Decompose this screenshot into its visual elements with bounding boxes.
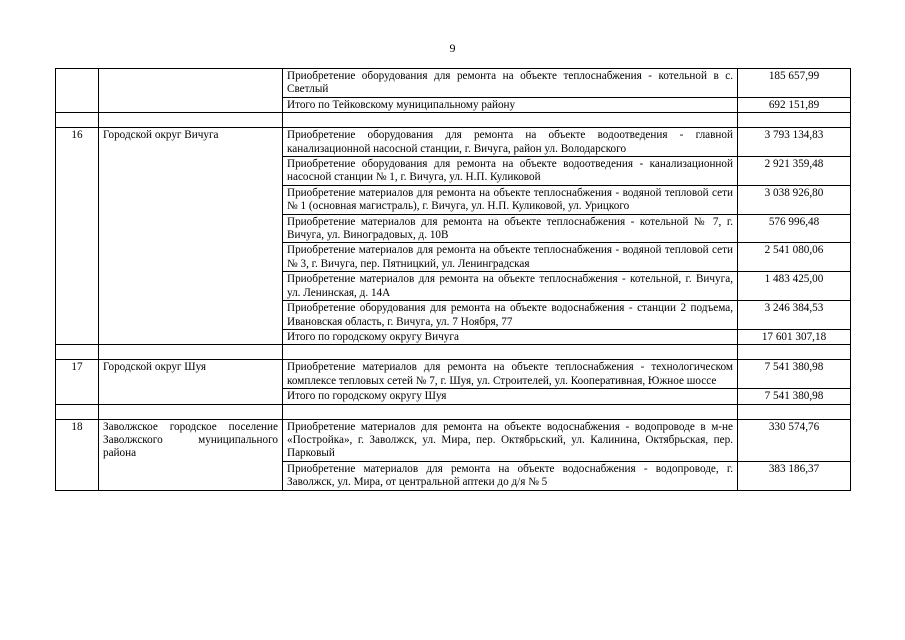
description-cell: Приобретение материалов для ремонта на объекте водоснабжения - водопроводе в м-не «Постройка», г. Заволжск, ул. Мира, пер. Октябрьский, ул. Калинина, Октябрьская, пер. Парковый <box>283 419 738 461</box>
description-cell: Приобретение оборудования для ремонта на объекте водоотведения - главной канализационной насосной станции, г. Вичуга, район ул. Володарского <box>283 128 738 157</box>
description-cell: Приобретение оборудования для ремонта на объекте теплоснабжения - котельной в с. Светлый <box>283 69 738 98</box>
table-row <box>56 360 851 389</box>
row-number: 17 <box>56 360 99 404</box>
subtotal-amount: 17 601 307,18 <box>738 329 851 344</box>
amount-cell: 383 186,37 <box>738 461 851 490</box>
amount-cell: 3 246 384,53 <box>738 301 851 330</box>
description-cell: Приобретение материалов для ремонта на объекте теплоснабжения - водяной тепловой сети № 3, г. Вичуга, пер. Пятницкий, ул. Ленинградская <box>283 243 738 272</box>
description-cell: Приобретение материалов для ремонта на объекте теплоснабжения - водяной тепловой сети № 1 (основная магистраль), г. Вичуга, ул. Н.П. Куликовой, ул. Урицкого <box>283 185 738 214</box>
section-separator <box>56 404 851 419</box>
subtotal-amount: 7 541 380,98 <box>738 389 851 404</box>
municipality-cell: Городской округ Вичуга <box>99 128 283 345</box>
amount-cell: 2 541 080,06 <box>738 243 851 272</box>
row-number: 18 <box>56 419 99 490</box>
amount-cell: 3 038 926,80 <box>738 185 851 214</box>
description-cell: Приобретение материалов для ремонта на объекте теплоснабжения - котельной, г. Вичуга, ул. Ленинская, д. 14А <box>283 272 738 301</box>
page-number: 9 <box>449 41 456 55</box>
funding-table <box>55 68 851 491</box>
description-cell: Приобретение материалов для ремонта на объекте теплоснабжения - технологическом комплексе тепловых сетей № 7, г. Шуя, ул. Строителей, ул. Кооперативная, Южное шоссе <box>283 360 738 389</box>
section-separator <box>56 345 851 360</box>
subtotal-description: Итого по городскому округу Шуя <box>283 389 738 404</box>
amount-cell: 1 483 425,00 <box>738 272 851 301</box>
amount-cell: 576 996,48 <box>738 214 851 243</box>
row-number: 16 <box>56 128 99 345</box>
description-cell: Приобретение оборудования для ремонта на объекте водоснабжения - станции 2 подъема, Ивановская область, г. Вичуга, ул. 7 Ноября, 77 <box>283 301 738 330</box>
row-number <box>56 69 99 113</box>
municipality-cell: Заволжское городское поселение Заволжского муниципального района <box>99 419 283 490</box>
amount-cell: 2 921 359,48 <box>738 157 851 186</box>
section-separator <box>56 113 851 128</box>
subtotal-amount: 692 151,89 <box>738 97 851 112</box>
table-row <box>56 128 851 157</box>
subtotal-description: Итого по городскому округу Вичуга <box>283 329 738 344</box>
description-cell: Приобретение материалов для ремонта на объекте водоснабжения - водопроводе, г. Заволжск, ул. Мира, от центральной аптеки до д/я № 5 <box>283 461 738 490</box>
amount-cell: 330 574,76 <box>738 419 851 461</box>
table-row <box>56 69 851 98</box>
description-cell: Приобретение материалов для ремонта на объекте теплоснабжения - котельной № 7, г. Вичуга, ул. Виноградовых, д. 10В <box>283 214 738 243</box>
amount-cell: 185 657,99 <box>738 69 851 98</box>
amount-cell: 3 793 134,83 <box>738 128 851 157</box>
table-row <box>56 419 851 461</box>
municipality-cell: Городской округ Шуя <box>99 360 283 404</box>
municipality-cell <box>99 69 283 113</box>
subtotal-description: Итого по Тейковскому муниципальному району <box>283 97 738 112</box>
description-cell: Приобретение оборудования для ремонта на объекте водоотведения - канализационной насосной станции № 1, г. Вичуга, ул. Н.П. Куликовой <box>283 157 738 186</box>
amount-cell: 7 541 380,98 <box>738 360 851 389</box>
